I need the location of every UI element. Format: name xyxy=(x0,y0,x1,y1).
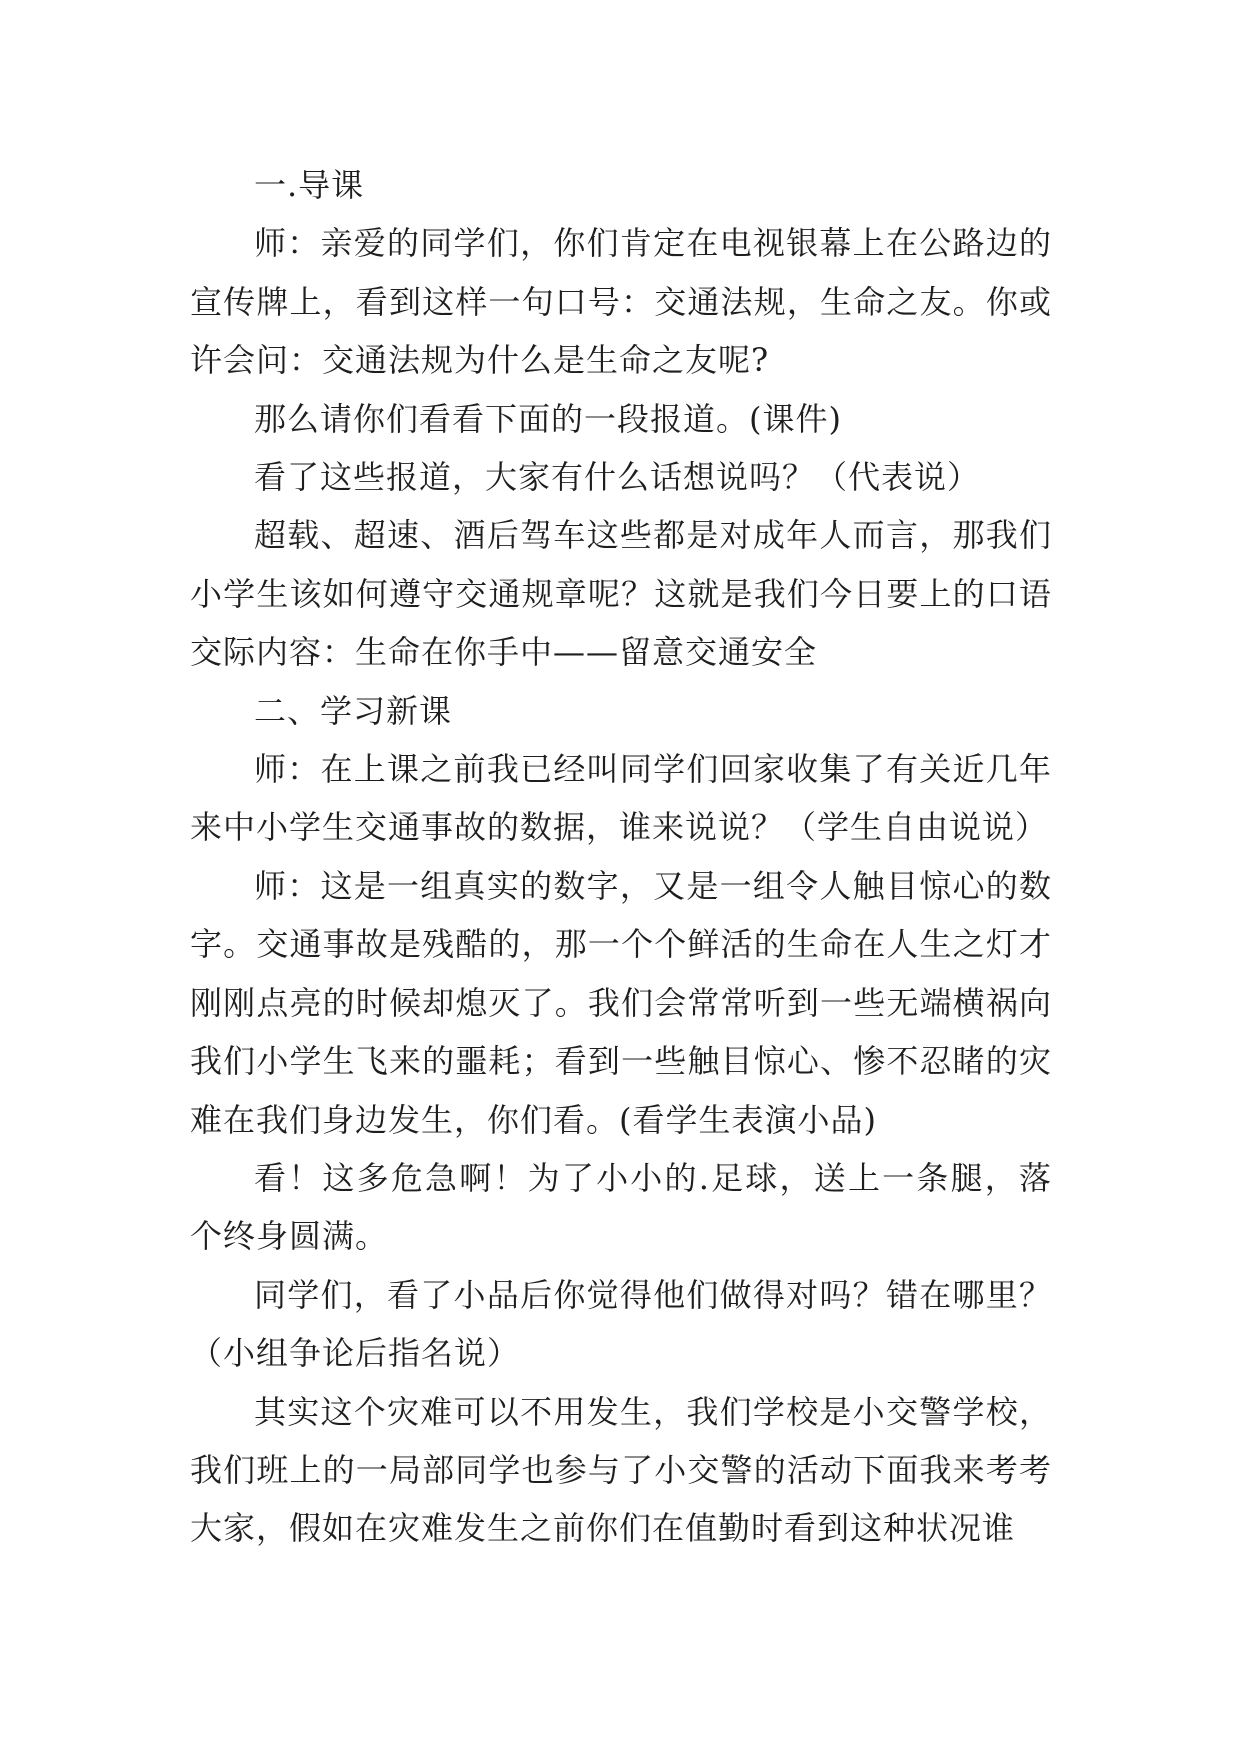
paragraph: 师：这是一组真实的数字，又是一组令人触目惊心的数字。交通事故是残酷的，那一个个鲜活的生命在人生之灯才刚刚点亮的时候却熄灭了。我们会常常听到一些无端横祸向我们小学生飞来的噩耗；看到一些触目惊心、惨不忍睹的灾难在我们身边发生，你们看。(看学生表演小品) xyxy=(190,866,1052,1139)
paragraph: 师：在上课之前我已经叫同学们回家收集了有关近几年来中小学生交通事故的数据，谁来说说？（学生自由说说） xyxy=(190,750,1052,847)
section-heading-new-lesson: 二、学习新课 xyxy=(254,691,453,730)
paragraph: 那么请你们看看下面的一段报道。(课件) xyxy=(254,399,842,438)
paragraph: 其实这个灾难可以不用发生，我们学校是小交警学校，我们班上的一局部同学也参与了小交警的活动下面我来考考大家，假如在灾难发生之前你们在值勤时看到这种状况谁 xyxy=(190,1392,1052,1548)
paragraph: 超载、超速、酒后驾车这些都是对成年人而言，那我们小学生该如何遵守交通规章呢？这就是我们今日要上的口语交际内容：生命在你手中——留意交通安全 xyxy=(190,516,1052,672)
document-body xyxy=(190,156,1052,1558)
paragraph: 师：亲爱的同学们，你们肯定在电视银幕上在公路边的宣传牌上，看到这样一句口号：交通法规，生命之友。你或许会问：交通法规为什么是生命之友呢? xyxy=(190,224,1052,380)
paragraph: 看！这多危急啊！为了小小的.足球，送上一条腿，落个终身圆满。 xyxy=(190,1158,1052,1256)
paragraph: 看了这些报道，大家有什么话想说吗？（代表说） xyxy=(254,458,981,497)
paragraph: 同学们，看了小品后你觉得他们做得对吗？错在哪里？（小组争论后指名说） xyxy=(190,1275,1052,1373)
section-heading-intro: 一.导课 xyxy=(254,166,365,204)
